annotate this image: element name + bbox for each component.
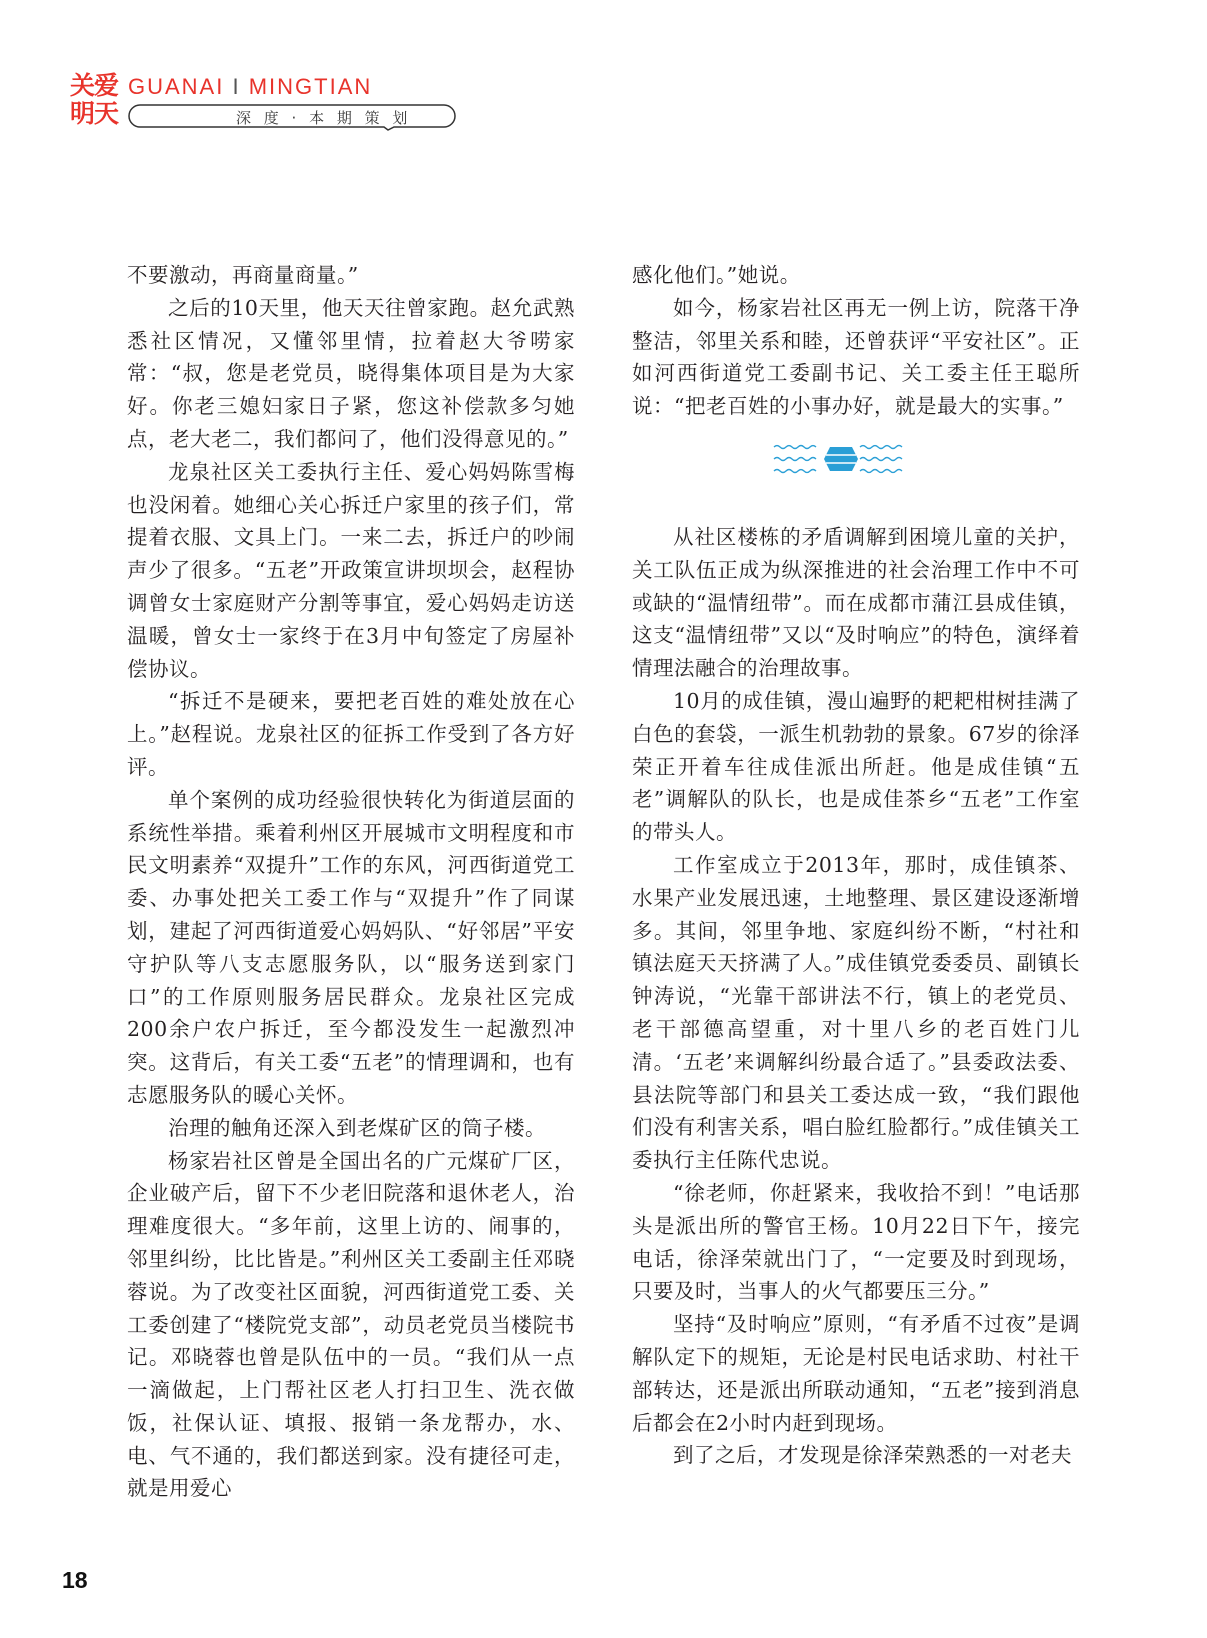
section-label-frame bbox=[126, 103, 458, 129]
paragraph: “拆迁不是硬来，要把老百姓的难处放在心上。”赵程说。龙泉社区的征拆工作受到了各方好评。 bbox=[127, 689, 575, 779]
paragraph: 到了之后，才发现是徐泽荣熟悉的一对老夫 bbox=[673, 1443, 1072, 1468]
section-label: 深 度 · 本 期 策 划 bbox=[236, 109, 412, 127]
logo-en-separator: I bbox=[232, 74, 241, 99]
logo-english bbox=[128, 74, 448, 100]
page-number: 18 bbox=[62, 1567, 88, 1593]
paragraph: 治理的触角还深入到老煤矿区的筒子楼。 bbox=[168, 1115, 546, 1140]
right-column bbox=[632, 259, 1080, 1472]
section-divider bbox=[632, 423, 1080, 521]
right-column-bottom bbox=[632, 521, 1080, 1472]
logo-cn-line2: 明天 bbox=[70, 99, 119, 128]
left-column bbox=[127, 259, 575, 1505]
paragraph: “徐老师，你赶紧来，我收拾不到！”电话那头是派出所的警官王杨。10月22日下午，接完电话，徐泽荣就出门了，“一定要及时到现场，只要及时，当事人的火气都要压三分。” bbox=[632, 1180, 1080, 1304]
paragraph: 单个案例的成功经验很快转化为街道层面的系统性举措。乘着利州区开展城市文明程度和市民文明素养“双提升”工作的东风，河西街道党工委、办事处把关工委工作与“双提升”作了同谋划，建起了河西街道爱心妈妈队、“好邻居”平安守护队等八支志愿服务队，以“服务送到家门口”的工作原则服务居民群众。龙泉社区完成200余户农户拆迁，至今都没发生一起激烈冲突。这背后，有关工委“五老”的情理调和，也有志愿服务队的暖心关怀。 bbox=[127, 787, 575, 1107]
paragraph: 感化他们。”她说。 bbox=[632, 263, 801, 287]
wave-divider-icon bbox=[772, 441, 912, 485]
paragraph: 龙泉社区关工委执行主任、爱心妈妈陈雪梅也没闲着。她细心关心拆迁户家里的孩子们，常提着衣服、文具上门。一来二去，拆迁户的吵闹声少了很多。“五老”开政策宣讲坝坝会，赵程协调曾女士家庭财产分割等事宜，爱心妈妈走访送温暖，曾女士一家终于在3月中旬签定了房屋补偿协议。 bbox=[127, 459, 575, 681]
paragraph: 杨家岩社区曾是全国出名的广元煤矿厂区，企业破产后，留下不少老旧院落和退休老人，治理难度很大。“多年前，这里上访的、闹事的，邻里纠纷，比比皆是。”利州区关工委副主任邓晓蓉说。为了改变社区面貌，河西街道党工委、关工委创建了“楼院党支部”，动员老党员当楼院书记。邓晓蓉也曾是队伍中的一员。“我们从一点一滴做起，上门帮社区老人打扫卫生、洗衣做饭，社保认证、填报、报销一条龙帮办，水、电、气不通的，我们都送到家。没有捷径可走，就是用爱心 bbox=[127, 1148, 575, 1501]
paragraph: 坚持“及时响应”原则，“有矛盾不过夜”是调解队定下的规矩，无论是村民电话求助、村社干部转达，还是派出所联动通知，“五老”接到消息后都会在2小时内赶到现场。 bbox=[632, 1312, 1080, 1435]
magazine-header bbox=[70, 70, 412, 132]
right-column-top bbox=[632, 259, 1080, 423]
logo-en-left: GUANAI bbox=[128, 74, 225, 99]
paragraph: 10月的成佳镇，漫山遍野的耙耙柑树挂满了白色的套袋，一派生机勃勃的景象。67岁的徐泽荣正开着车往成佳派出所赶。他是成佳镇“五老”调解队的队长，也是成佳茶乡“五老”工作室的带头人。 bbox=[632, 688, 1080, 845]
paragraph: 之后的10天里，他天天往曾家跑。赵允武熟悉社区情况，又懂邻里情，拉着赵大爷唠家常：“叔，您是老党员，晓得集体项目是为大家好。你老三媳妇家日子紧，您这补偿款多匀她点，老大老二，我们都问了，他们没得意见的。” bbox=[127, 295, 575, 451]
paragraph: 工作室成立于2013年，那时，成佳镇茶、水果产业发展迅速，土地整理、景区建设逐渐增多。其间，邻里争地、家庭纠纷不断，“村社和镇法庭天天挤满了人。”成佳镇党委委员、副镇长钟涛说，“光靠干部讲法不行，镇上的老党员、老干部德高望重，对十里八乡的老百姓门儿清。‘五老’来调解纠纷最合适了。”县委政法委、县法院等部门和县关工委达成一致，“我们跟他们没有利害关系，唱白脸红脸都行。”成佳镇关工委执行主任陈代忠说。 bbox=[632, 852, 1080, 1173]
paragraph: 不要激动，再商量商量。” bbox=[127, 263, 359, 287]
paragraph: 如今，杨家岩社区再无一例上访，院落干净整洁，邻里关系和睦，还曾获评“平安社区”。正如河西街道党工委副书记、关工委主任王聪所说：“把老百姓的小事办好，就是最大的实事。” bbox=[632, 295, 1080, 419]
paragraph: 从社区楼栋的矛盾调解到困境儿童的关护，关工队伍正成为纵深推进的社会治理工作中不可或缺的“温情纽带”。而在成都市蒲江县成佳镇，这支“温情纽带”又以“及时响应”的特色，演绎着情理法融合的治理故事。 bbox=[632, 524, 1080, 681]
magazine-logo bbox=[70, 72, 122, 128]
logo-cn-line1: 关爱 bbox=[70, 71, 119, 100]
logo-en-right: MINGTIAN bbox=[248, 74, 373, 99]
